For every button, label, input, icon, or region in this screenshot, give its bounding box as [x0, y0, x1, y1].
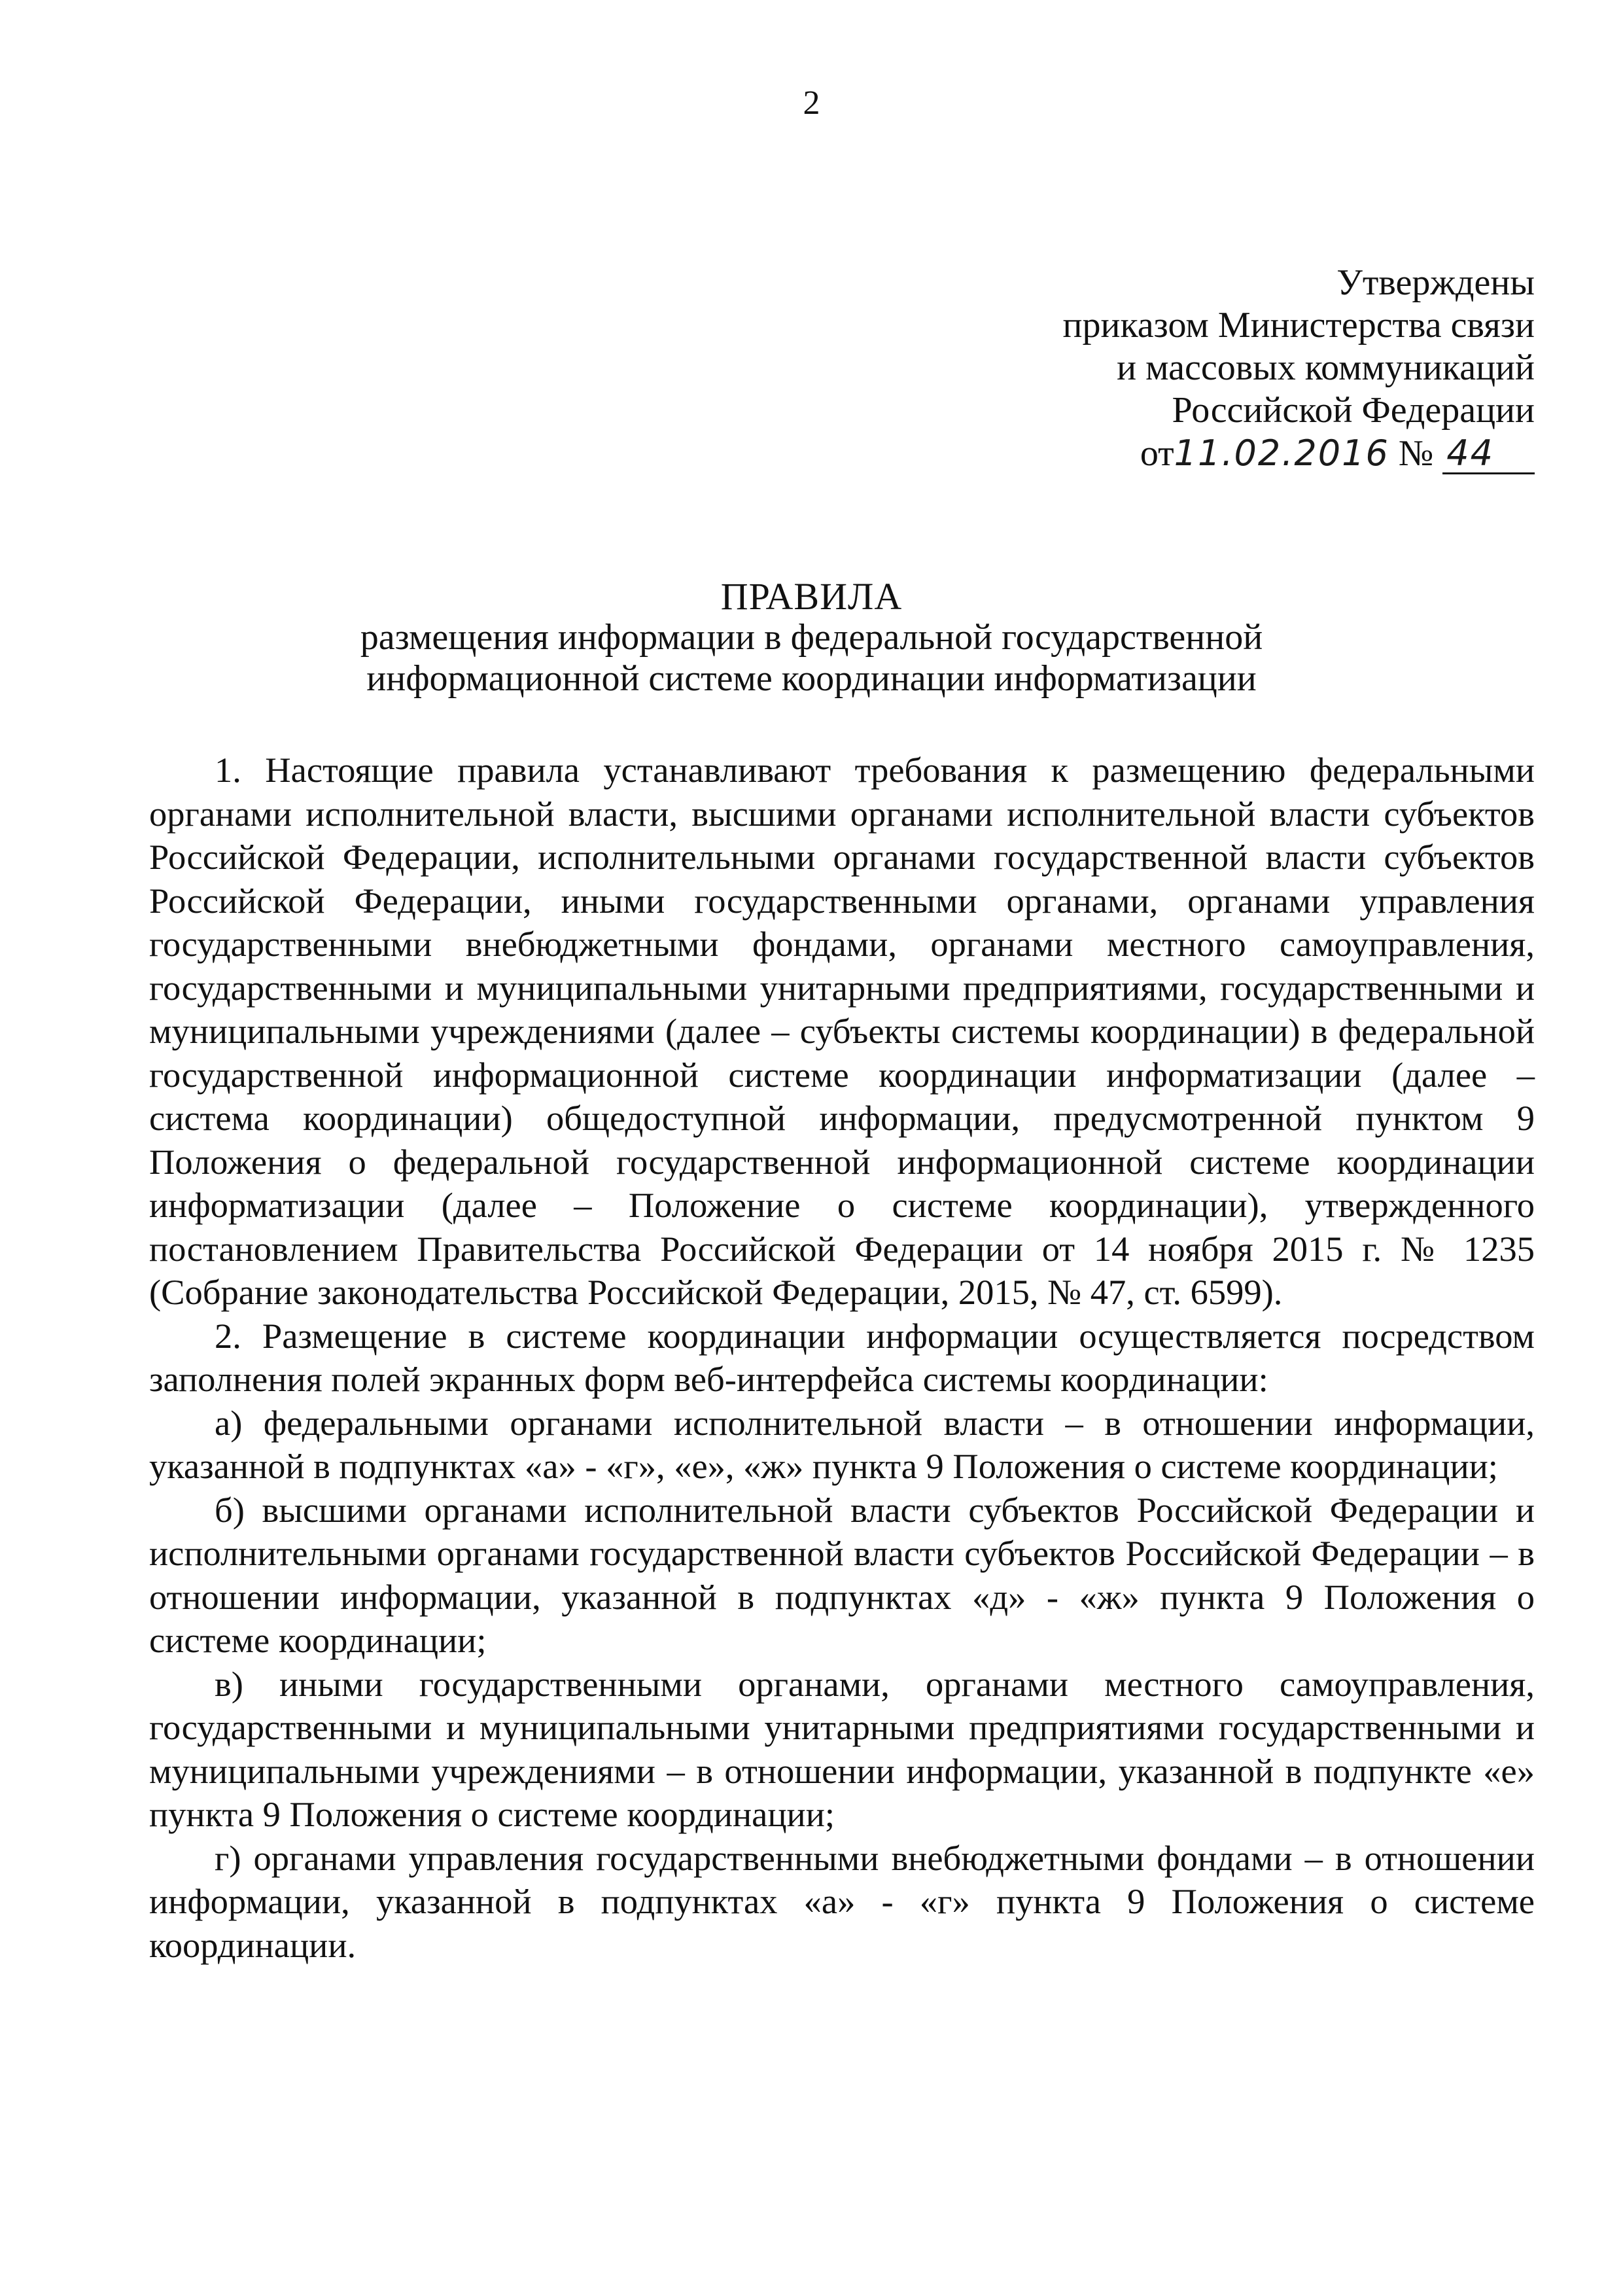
document-title-block	[0, 576, 1623, 699]
approval-line-3: и массовых коммуникаций	[1117, 347, 1535, 388]
approval-line-2: приказом Министерства связи	[1062, 305, 1535, 345]
paragraph-1: 1. Настоящие правила устанавливают требования к размещению федеральными органами исполнительной власти, высшими органами исполнительной власти субъектов Российской Федерации, исполнительными органами государственной власти субъектов Российской Федерации, иными государственными органами, органами управления государственными внебюджетными фондами, органами местного самоуправления, государственными и муниципальными унитарными предприятиями, государственными и муниципальными учреждениями (далее – субъекты системы координации) в федеральной государственной информационной системе координации информатизации (далее – система координации) общедоступной информации, предусмотренной пунктом 9 Положения о федеральной государственной информационной системе координации информатизации (далее – Положение о системе координации), утвержденного постановлением Правительства Российской Федерации от 14 ноября 2015 г. № 1235 (Собрание законодательства Российской Федерации, 2015, № 47, ст. 6599).	[149, 750, 1535, 1312]
number-prefix: №	[1398, 433, 1434, 474]
paragraph-2: 2. Размещение в системе координации информации осуществляется посредством заполнения полей экранных форм веб-интерфейса системы координации:	[149, 1315, 1535, 1399]
document-body	[149, 749, 1535, 1967]
page-number: 2	[803, 84, 820, 122]
order-number-field	[1442, 434, 1535, 474]
paragraph-2a: а) федеральными органами исполнительной власти – в отношении информации, указанной в подпунктах «а» - «г», «е», «ж» пункта 9 Положения о системе координации;	[149, 1402, 1535, 1486]
approval-line-4: Российской Федерации	[1172, 390, 1535, 431]
approval-line-1: Утверждены	[1336, 262, 1535, 303]
paragraph-2d: г) органами управления государственными внебюджетными фондами – в отношении информации, указанной в подпунктах «а» - «г» пункта 9 Положения о системе координации.	[149, 1837, 1535, 1965]
approval-date-line	[1063, 432, 1535, 475]
paragraph-2c: в) иными государственными органами, органами местного самоуправления, государственными и муниципальными унитарными предприятиями государственными и муниципальными учреждениями – в отношении информации, указанной в подпункте «е» пункта 9 Положения о системе координации;	[149, 1663, 1535, 1834]
document-title: ПРАВИЛА	[720, 575, 903, 618]
date-prefix: от	[1140, 433, 1174, 474]
paragraph-2b: б) высшими органами исполнительной власти субъектов Российской Федерации и исполнительными органами государственной власти субъектов Российской Федерации – в отношении информации, указанной в подпунктах «д» - «ж» пункта 9 Положения о системе координации;	[149, 1489, 1535, 1660]
document-subtitle-line-1: размещения информации в федеральной государственной	[360, 617, 1263, 658]
handwritten-order-number: 44	[1446, 433, 1494, 474]
approval-block	[1063, 262, 1535, 475]
document-subtitle-line-2: информационной системе координации информатизации	[366, 658, 1257, 699]
handwritten-date: 11.02.2016	[1174, 433, 1389, 474]
